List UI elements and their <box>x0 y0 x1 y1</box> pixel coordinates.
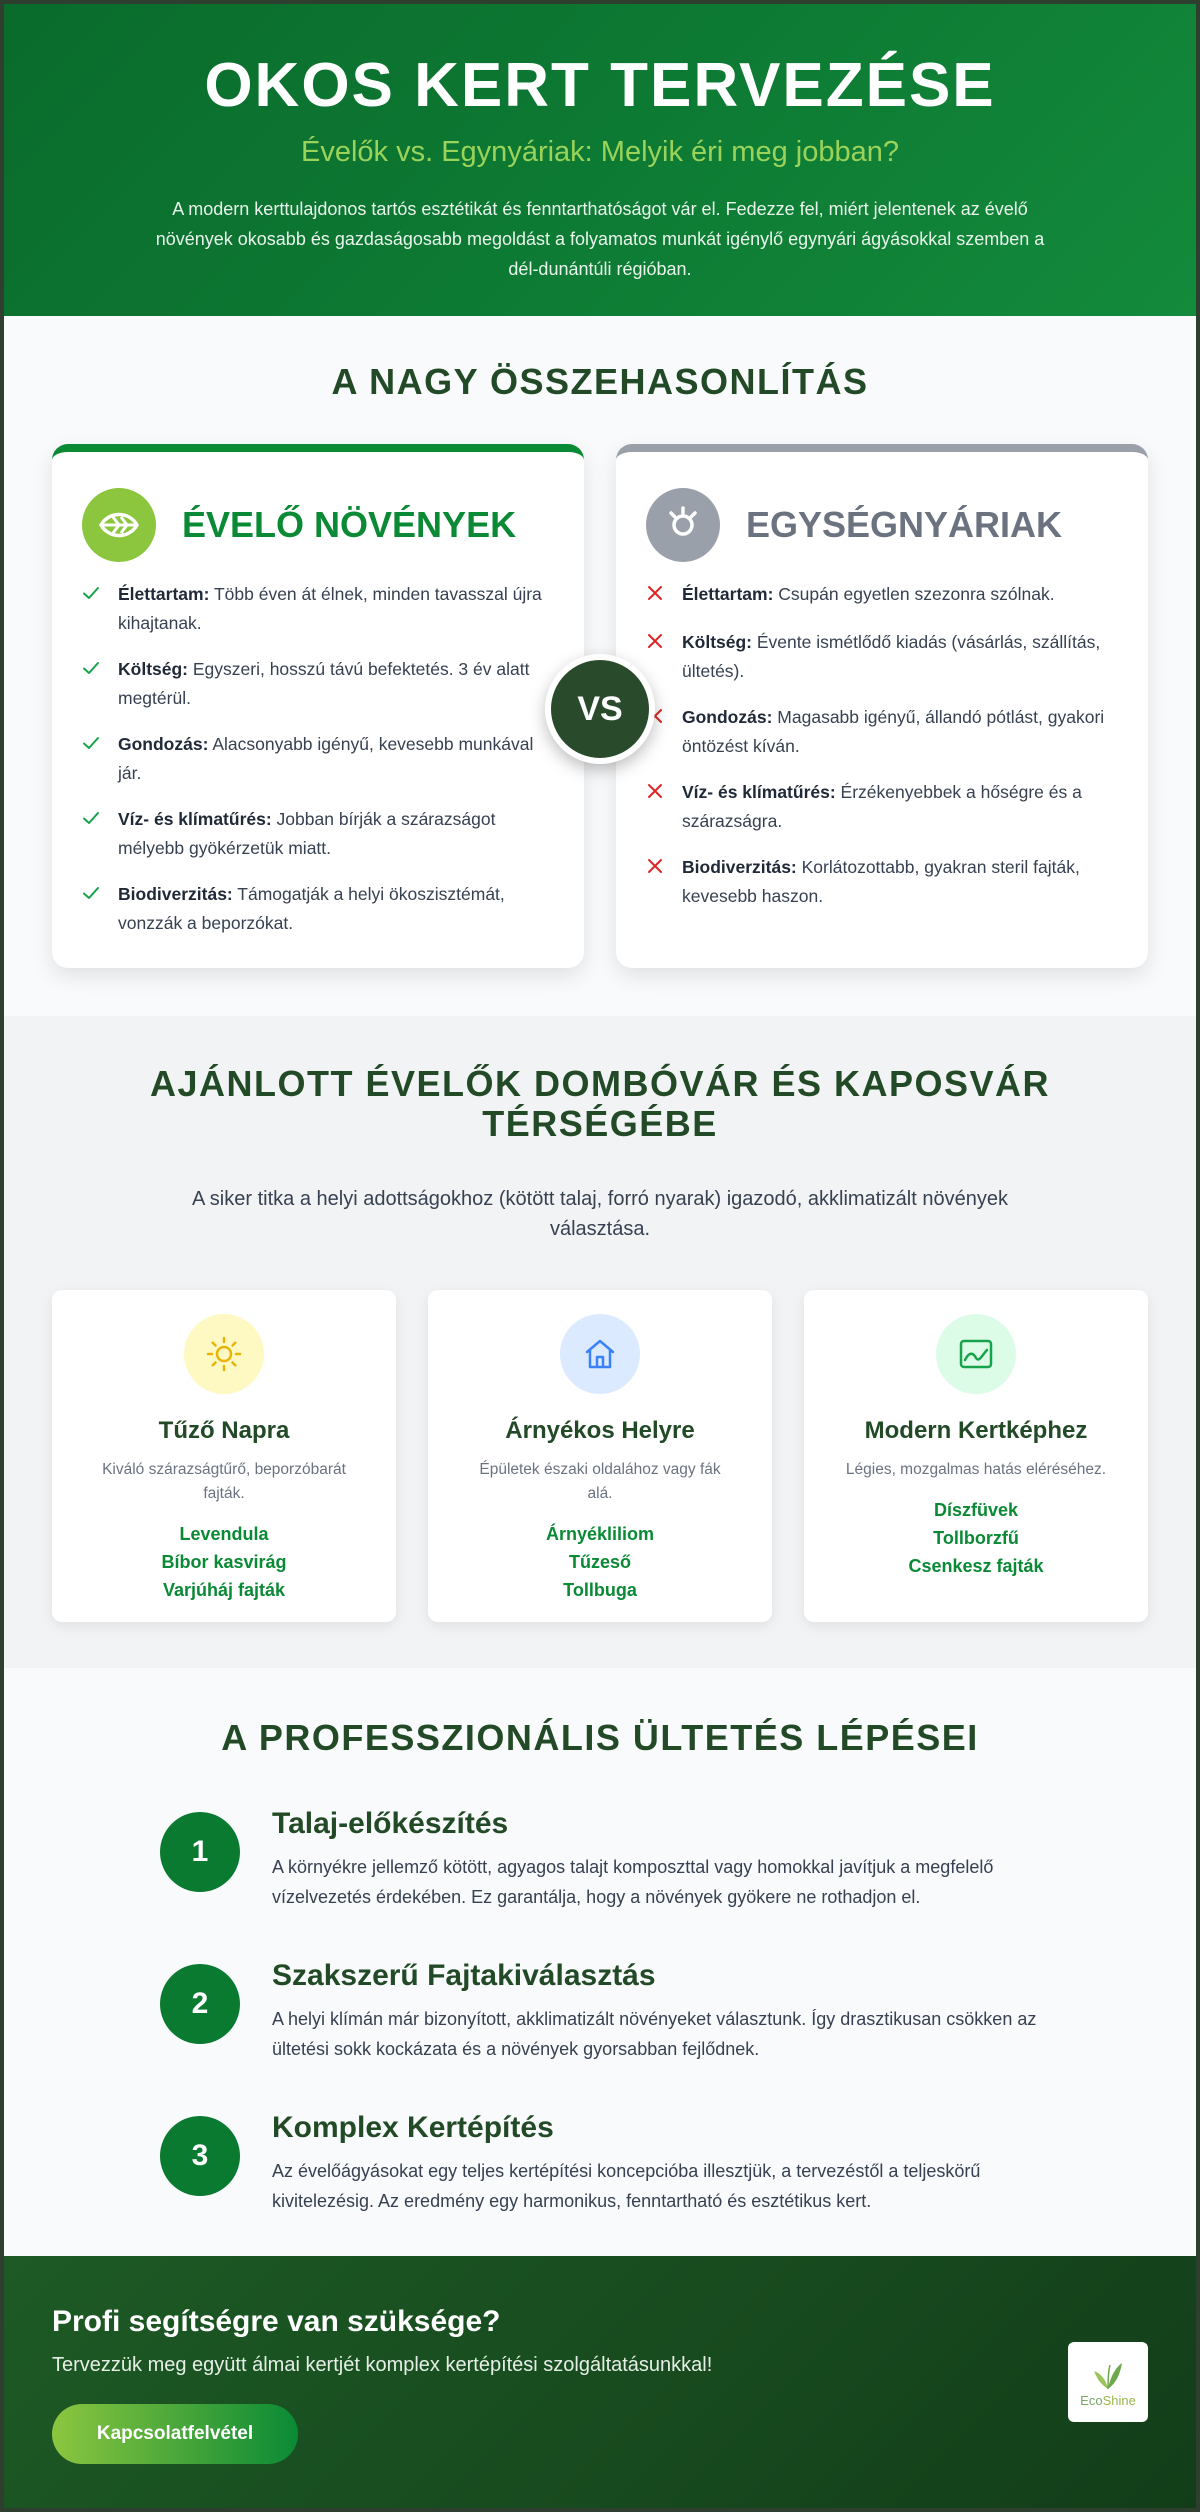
sun-icon <box>646 488 720 562</box>
logo-shine: Shine <box>1102 2392 1136 2408</box>
comparison-item <box>82 655 554 713</box>
annual-card-header <box>646 488 1118 562</box>
comparison-item-text <box>682 580 1055 611</box>
plant-card-title: Árnyékos Helyre <box>505 1417 695 1444</box>
page-title: OKOS KERT TERVEZÉSE <box>204 51 996 120</box>
comparison-item-text <box>118 805 554 863</box>
check-icon <box>82 580 118 638</box>
comparison-item-desc: Több éven át élnek, minden tavasszal újra kihajtanak. <box>118 584 542 633</box>
comparison-item-label: Költség: <box>118 659 188 679</box>
comparison-item-text <box>682 778 1118 836</box>
cross-icon <box>646 628 682 686</box>
step-text: A környékre jellemző kötött, agyagos talajt komposzttal vagy homokkal javítjuk a megfelelő vízelvezetés érdekében. Ez garantálja, hogy a növények gyökere ne rothadjon el. <box>272 1857 994 1907</box>
cross-icon <box>646 778 682 836</box>
step-text: Az évelőágyásokat egy teljes kertépítési koncepcióba illesztjük, a tervezéstől a teljeskörű kivitelezésig. Az eredmény egy harmonikus, fenntartható és esztétikus kert. <box>272 2161 981 2211</box>
plant-card-desc: Kiváló szárazságtűrő, beporzóbarát fajták. <box>102 1461 346 1502</box>
recommend-section <box>4 1016 1196 1668</box>
perennial-card-title: ÉVELŐ NÖVÉNYEK <box>182 504 517 545</box>
comparison-item-desc: Magasabb igényű, állandó pótlást, gyakori öntözést kíván. <box>682 707 1105 756</box>
comparison-item-text <box>682 628 1118 686</box>
comparison-item <box>82 730 554 788</box>
cross-icon <box>646 580 682 611</box>
step-title: Szakszerű Fajtakiválasztás <box>272 1959 656 1992</box>
plant-name: Tollbuga <box>563 1580 637 1600</box>
plant-name: Tollborzfű <box>933 1528 1019 1548</box>
comparison-item-desc: Támogatják a helyi ökoszisztémát, vonzzák a beporzókat. <box>118 884 505 933</box>
plant-card-desc: Légies, mozgalmas hatás eléréséhez. <box>845 1461 1107 1478</box>
recommend-title: AJÁNLOTT ÉVELŐK DOMBÓVÁR ÉS KAPOSVÁR TÉRSÉGÉBE <box>149 1063 1051 1144</box>
check-icon <box>82 805 118 863</box>
plant-cards <box>52 1290 1148 1622</box>
comparison-cards <box>52 444 1148 968</box>
plant-card-shade <box>428 1290 772 1622</box>
step-item <box>160 2110 1040 2216</box>
plant-name: Varjúháj fajták <box>162 1580 286 1600</box>
step-text: A helyi klímán már bizonyított, akklimatizált növényeket választunk. Így drasztikusan csökken az ültetési sokk kockázata és a növények gyorsabban fejlődnek. <box>272 2009 1037 2059</box>
logo-eco: Eco <box>1080 2392 1103 2408</box>
image-icon <box>936 1314 1016 1394</box>
plant-name: Árnyékliliom <box>545 1524 655 1544</box>
comparison-item-desc: Csupán egyetlen szezonra szólnak. <box>778 584 1055 604</box>
plant-list <box>428 1520 772 1604</box>
step-body <box>272 2110 1042 2216</box>
cta-footer <box>4 2256 1196 2508</box>
step-item <box>160 1806 1040 1912</box>
comparison-item-label: Víz- és klímatűrés: <box>682 782 836 802</box>
steps-section <box>4 1668 1196 2256</box>
plant-name: Tűzeső <box>568 1552 631 1572</box>
step-number: 1 <box>160 1812 240 1892</box>
step-body <box>272 1958 1042 2064</box>
step-number: 2 <box>160 1964 240 2044</box>
plant-name: Bíbor kasvirág <box>161 1552 287 1572</box>
comparison-item <box>82 805 554 863</box>
step-number: 3 <box>160 2116 240 2196</box>
comparison-item-desc: Korlátozottabb, gyakran steril fajták, kevesebb haszon. <box>682 857 1080 906</box>
step-title: Komplex Kertépítés <box>272 2111 554 2144</box>
comparison-item <box>646 703 1118 761</box>
sun-icon <box>184 1314 264 1394</box>
plant-card-modern <box>804 1290 1148 1622</box>
comparison-item <box>646 778 1118 836</box>
comparison-item <box>646 580 1118 611</box>
annual-card-title: EGYSÉGNYÁRIAK <box>746 504 1063 545</box>
comparison-item-text <box>118 880 554 938</box>
annual-card <box>616 444 1148 968</box>
leaf-logo-icon <box>1090 2357 1126 2391</box>
check-icon <box>82 730 118 788</box>
comparison-item-label: Víz- és klímatűrés: <box>118 809 272 829</box>
hero-header <box>4 4 1196 316</box>
plant-list <box>804 1496 1148 1580</box>
comparison-item-label: Költség: <box>682 632 752 652</box>
plant-card-title: Tűző Napra <box>158 1417 290 1444</box>
step-item <box>160 1958 1040 2064</box>
check-icon <box>82 880 118 938</box>
step-title: Talaj-előkészítés <box>272 1807 509 1840</box>
comparison-item-desc: Évente ismétlődő kiadás (vásárlás, szállítás, ültetés). <box>682 632 1101 681</box>
plant-name: Csenkesz fajták <box>908 1556 1044 1576</box>
leaf-icon <box>82 488 156 562</box>
comparison-item <box>82 880 554 938</box>
comparison-item <box>646 628 1118 686</box>
plant-name: Díszfüvek <box>933 1500 1019 1520</box>
contact-button[interactable]: Kapcsolatfelvétel <box>52 2404 298 2464</box>
comparison-item-label: Biodiverzitás: <box>682 857 797 877</box>
comparison-item-desc: Egyszeri, hosszú távú befektetés. 3 év alatt megtérül. <box>118 659 530 708</box>
comparison-section <box>4 316 1196 1016</box>
ecoshine-logo[interactable] <box>1068 2342 1148 2422</box>
comparison-item-label: Élettartam: <box>118 584 210 604</box>
hero-intro: A modern kerttulajdonos tartós esztétikát és fenntarthatóságot vár el. Fedezze fel, miért jelentenek az évelő növények okosabb és gazdaságosabb megoldást a folyamatos munkát igénylő egynyári ágyásokkal szemben a dél-dunántúli régióban. <box>155 199 1045 279</box>
cross-icon <box>646 853 682 911</box>
comparison-item-text <box>682 703 1118 761</box>
step-list <box>160 1806 1040 2216</box>
comparison-item-text <box>118 580 554 638</box>
comparison-item-label: Gondozás: <box>682 707 773 727</box>
comparison-item-text <box>118 730 554 788</box>
perennial-list <box>82 580 554 938</box>
recommend-lead: A siker titka a helyi adottságokhoz (kötött talaj, forró nyarak) igazodó, akklimatizált növények választása. <box>192 1188 1008 1240</box>
step-body <box>272 1806 1042 1912</box>
comparison-item-label: Biodiverzitás: <box>118 884 233 904</box>
comparison-item-text <box>118 655 554 713</box>
plant-list <box>52 1520 396 1604</box>
vs-badge: VS <box>545 654 655 764</box>
comparison-item-text <box>682 853 1118 911</box>
page-subtitle: Évelők vs. Egynyáriak: Melyik éri meg jobban? <box>301 136 899 168</box>
logo-text <box>1080 2393 1136 2408</box>
perennial-card-header <box>82 488 554 562</box>
comparison-item-label: Gondozás: <box>118 734 209 754</box>
annual-list <box>646 580 1118 911</box>
cta-title: Profi segítségre van szüksége? <box>52 2305 501 2338</box>
plant-name: Levendula <box>179 1524 269 1544</box>
comparison-item <box>82 580 554 638</box>
plant-card-desc: Épületek északi oldalához vagy fák alá. <box>479 1461 721 1502</box>
plant-card-sun <box>52 1290 396 1622</box>
comparison-item-desc: Jobban bírják a szárazságot mélyebb gyökérzetük miatt. <box>118 809 496 858</box>
check-icon <box>82 655 118 713</box>
comparison-title: A NAGY ÖSSZEHASONLÍTÁS <box>331 361 869 402</box>
plant-card-title: Modern Kertképhez <box>864 1417 1088 1444</box>
cta-text: Tervezzük meg együtt álmai kertjét komplex kertépítési szolgáltatásunkkal! <box>52 2354 713 2376</box>
steps-title: A PROFESSZIONÁLIS ÜLTETÉS LÉPÉSEI <box>221 1717 979 1758</box>
comparison-item-desc: Alacsonyabb igényű, kevesebb munkával jár. <box>118 734 534 783</box>
house-icon <box>560 1314 640 1394</box>
comparison-item <box>646 853 1118 911</box>
perennial-card <box>52 444 584 968</box>
comparison-item-desc: Érzékenyebbek a hőségre és a szárazságra. <box>682 782 1082 831</box>
comparison-item-label: Élettartam: <box>682 584 774 604</box>
